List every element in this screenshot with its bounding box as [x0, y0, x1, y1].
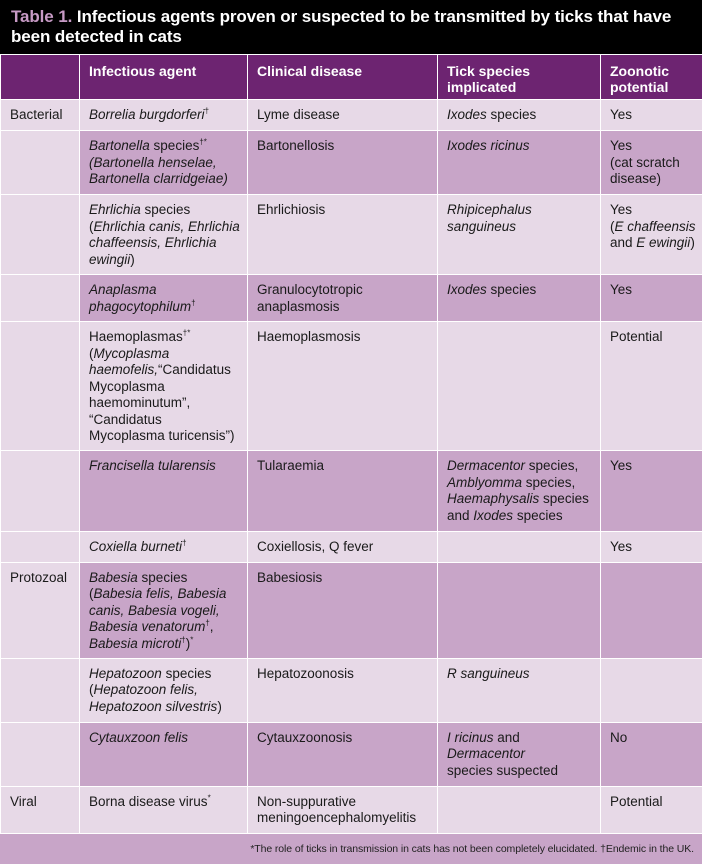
table-title: Infectious agents proven or suspected to be transmitted by ticks that have been detected in cats — [11, 7, 672, 46]
agent-cell: Borrelia burgdorferi† — [80, 100, 248, 131]
table-row — [1, 100, 702, 131]
ticks-cell: I ricinus and Dermacentor species suspected — [438, 722, 601, 786]
agent-cell: Hepatozoon species (Hepatozoon felis, Hepatozoon silvestris) — [80, 658, 248, 722]
table-row — [1, 131, 702, 195]
agent-cell: Cytauxzoon felis — [80, 722, 248, 786]
zoonotic-cell: No — [601, 722, 702, 786]
group-viral: Viral — [1, 786, 80, 833]
header-row — [1, 55, 702, 100]
table-number: Table 1. — [11, 7, 73, 26]
zoonotic-cell: Yes (E chaffeensis and E ewingii) — [601, 195, 702, 275]
ticks-cell: Dermacentor species, Amblyomma species, Haemaphysalis species and Ixodes species — [438, 451, 601, 531]
ticks-cell — [438, 322, 601, 451]
zoonotic-cell: Yes — [601, 275, 702, 322]
table-footnote: *The role of ticks in transmission in cats has not been completely elucidated. †Endemic in the UK. — [0, 834, 702, 864]
group-protozoal-cont — [1, 722, 80, 786]
table-row — [1, 786, 702, 833]
table-row — [1, 451, 702, 531]
ticks-cell: Ixodes ricinus — [438, 131, 601, 195]
disease-cell: Cytauxzoonosis — [248, 722, 438, 786]
disease-cell: Hepatozoonosis — [248, 658, 438, 722]
agent-cell: Babesia species (Babesia felis, Babesia canis, Babesia vogeli, Babesia venatorum†, Babesia microti†)* — [80, 562, 248, 658]
agent-cell: Anaplasma phagocytophilum† — [80, 275, 248, 322]
group-bacterial-cont — [1, 131, 80, 195]
group-bacterial: Bacterial — [1, 100, 80, 131]
group-bacterial-cont — [1, 531, 80, 562]
ticks-cell: Ixodes species — [438, 100, 601, 131]
table-row — [1, 562, 702, 658]
agent-cell: Coxiella burneti† — [80, 531, 248, 562]
zoonotic-cell — [601, 658, 702, 722]
header-group — [1, 55, 80, 100]
disease-cell: Non-suppurative meningoencephalomyelitis — [248, 786, 438, 833]
data-table — [0, 54, 702, 834]
zoonotic-cell: Yes (cat scratch disease) — [601, 131, 702, 195]
ticks-cell: Rhipicephalus sanguineus — [438, 195, 601, 275]
group-protozoal-cont — [1, 658, 80, 722]
table-row — [1, 195, 702, 275]
disease-cell: Haemoplasmosis — [248, 322, 438, 451]
zoonotic-cell: Yes — [601, 531, 702, 562]
disease-cell: Tularaemia — [248, 451, 438, 531]
table-row — [1, 658, 702, 722]
disease-cell: Ehrlichiosis — [248, 195, 438, 275]
ticks-cell: R sanguineus — [438, 658, 601, 722]
disease-cell: Coxiellosis, Q fever — [248, 531, 438, 562]
table-row — [1, 722, 702, 786]
table-row — [1, 275, 702, 322]
agent-cell: Francisella tularensis — [80, 451, 248, 531]
zoonotic-cell: Yes — [601, 451, 702, 531]
ticks-cell — [438, 531, 601, 562]
agent-cell: Bartonella species†* (Bartonella henselae, Bartonella clarridgeiae) — [80, 131, 248, 195]
zoonotic-cell: Potential — [601, 322, 702, 451]
disease-cell: Lyme disease — [248, 100, 438, 131]
agent-cell: Ehrlichia species (Ehrlichia canis, Ehrlichia chaffeensis, Ehrlichia ewingii) — [80, 195, 248, 275]
ticks-cell — [438, 786, 601, 833]
group-bacterial-cont — [1, 322, 80, 451]
group-bacterial-cont — [1, 275, 80, 322]
agent-cell: Borna disease virus* — [80, 786, 248, 833]
header-zoonotic-potential: Zoonotic potential — [601, 55, 702, 100]
disease-cell: Babesiosis — [248, 562, 438, 658]
ticks-cell: Ixodes species — [438, 275, 601, 322]
group-bacterial-cont — [1, 195, 80, 275]
ticks-cell — [438, 562, 601, 658]
header-clinical-disease: Clinical disease — [248, 55, 438, 100]
agent-cell: Haemoplasmas†* (Mycoplasma haemofelis,“Candidatus Mycoplasma haemominutum”, “Candidatus Mycoplasma turicensis”) — [80, 322, 248, 451]
disease-cell: Bartonellosis — [248, 131, 438, 195]
header-infectious-agent: Infectious agent — [80, 55, 248, 100]
group-bacterial-cont — [1, 451, 80, 531]
table-row — [1, 531, 702, 562]
header-tick-species: Tick species implicated — [438, 55, 601, 100]
table-caption — [0, 0, 702, 54]
zoonotic-cell: Potential — [601, 786, 702, 833]
zoonotic-cell — [601, 562, 702, 658]
group-protozoal: Protozoal — [1, 562, 80, 658]
table-row — [1, 322, 702, 451]
disease-cell: Granulocytotropic anaplasmosis — [248, 275, 438, 322]
zoonotic-cell: Yes — [601, 100, 702, 131]
